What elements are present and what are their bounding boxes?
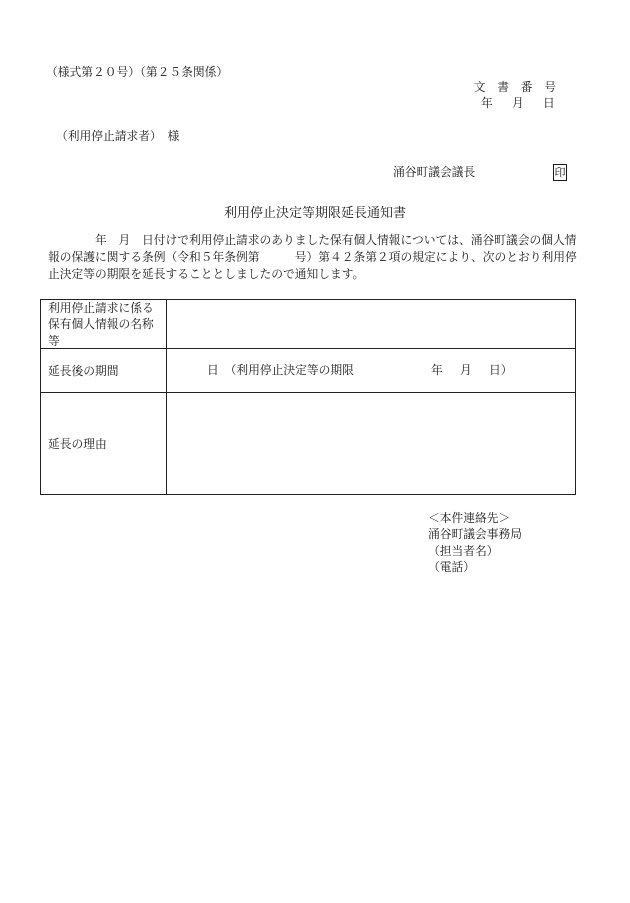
period-days-text: 日 （利用停止決定等の期限 [207,363,354,377]
seal-mark: 印 [554,166,566,179]
body-line-3: 止決定等の期限を延長することとしましたので通知します。 [48,267,365,281]
period-label [41,349,167,392]
info-name-label-line-1: 利用停止請求に係る [48,301,154,315]
contact-block [428,510,522,575]
body-paragraph [48,232,577,283]
body-line-2: 報の保護に関する条例（令和５年条例第 号）第４２条第２項の規定により、次のとおり利用停 [48,250,577,264]
date-year-label: 年 [481,96,493,110]
details-table [40,299,576,495]
table-row-info-name [41,300,575,348]
sender-name: 涌谷町議会議長 [393,165,476,179]
reason-label-text: 延長の理由 [48,436,107,451]
reason-label [41,393,167,494]
contact-office: 涌谷町議会事務局 [428,527,522,542]
document-number-label: 文 書 番 号 [473,80,556,94]
contact-heading: ＜本件連絡先＞ [428,511,511,525]
body-line-1: 年 月 日付けで利用停止請求のありました保有個人情報については、涌谷町議会の個人情 [95,233,577,247]
period-year-text: 年 [431,363,443,377]
form-reference: （様式第２０号）（第２５条関係） [46,65,229,79]
contact-phone: （電話） [428,559,475,574]
info-name-label-line-3: 等 [48,333,60,348]
document-title: 利用停止決定等期限延長通知書 [223,206,406,221]
period-label-text: 延長後の期間 [48,363,119,378]
period-month-text: 月 [460,363,472,377]
period-day-text: 日） [489,363,513,377]
info-name-value [167,300,575,348]
contact-person: （担当者名） [428,543,499,558]
info-name-label [41,300,167,348]
period-value [167,349,575,392]
recipient-line: （利用停止請求者） 様 [56,129,180,143]
date-day-label: 日 [543,96,555,110]
table-row-period [41,348,575,392]
table-row-reason [41,392,575,494]
date-month-label: 月 [512,96,524,110]
info-name-label-line-2: 保有個人情報の名称 [48,317,154,332]
reason-value [167,393,575,494]
